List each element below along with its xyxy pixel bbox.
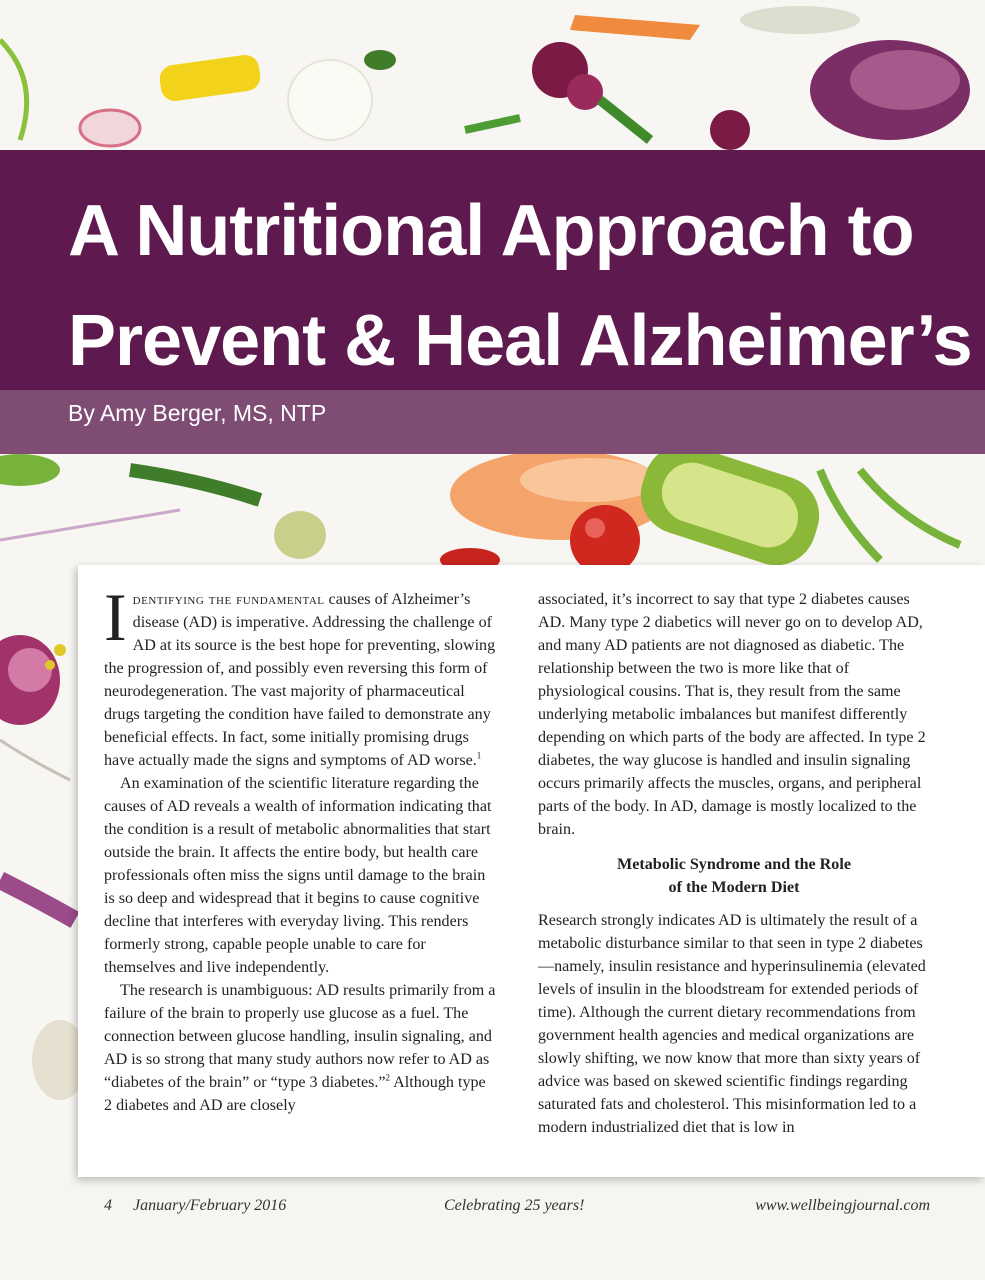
- paragraph-2: An examination of the scientific literature regarding the causes of AD reveals a wealth of information indicating that the condition is a result of metabolic abnormalities that start outside the brain. It affects the entire body, but health care professionals often miss the signs until damage to the brain is so deep and widespread that it begins to cause cognitive decline that interferes with everyday living. This renders formerly strong, capable people unable to care for themselves and live independently.: [104, 775, 492, 976]
- paragraph-1-text: causes of Alzheimer’s disease (AD) is imperative. Addressing the challenge of AD at its source is the best hope for preventing, slowing the progression of, and possibly even reversing this form of neurodegeneration. The vast majority of pharmaceutical drugs targeting the condition have failed to demonstrate any beneficial effects. In fact, some initially promising drugs have actually made the signs and symptoms of AD worse.: [104, 591, 496, 769]
- article-column-right: [538, 588, 930, 1139]
- author-byline: By Amy Berger, MS, NTP: [68, 400, 327, 426]
- paragraph-3-continued: Although type 2 diabetes and AD are closely: [104, 1074, 486, 1114]
- article-title-line-1: A Nutritional Approach to: [68, 191, 914, 271]
- issue-date: January/February 2016: [133, 1197, 287, 1214]
- paragraph-3-text: The research is unambiguous: AD results primarily from a failure of the brain to properly use glucose as a fuel. The connection between glucose handling, insulin signaling, and AD is so strong that many study authors now refer to AD as “diabetes of the brain” or “type 3 diabetes.”: [104, 982, 496, 1091]
- lead-in-smallcaps: dentifying the fundamental: [132, 591, 325, 608]
- paragraph-3: [104, 979, 496, 1117]
- section-subheading: [538, 853, 930, 899]
- article-column-left: [104, 579, 496, 1117]
- drop-cap: I: [104, 579, 127, 655]
- paragraph-4: associated, it’s incorrect to say that type 2 diabetes causes AD. Many type 2 diabetics will never go on to develop AD, and many AD patients are not diagnosed as diabetic. The relationship between the two is more like that of physiological cousins. That is, they result from the same underlying metabolic imbalances but manifest differently depending on which parts of the body are affected. In type 2 diabetes, the way glucose is handled and insulin signaling occurs primarily affects the muscles, organs, and peripheral parts of the body. In AD, damage is mostly localized to the brain.: [538, 591, 926, 838]
- footer-tagline: Celebrating 25 years!: [444, 1197, 585, 1214]
- article-title-line-2: Prevent & Heal Alzheimer’s: [68, 301, 972, 381]
- paragraph-5: Research strongly indicates AD is ultimately the result of a metabolic disturbance similar to that seen in type 2 diabetes—namely, insulin resistance and hyperinsulinemia (elevated levels of insulin in the bloodstream for extended periods of time). Although the current dietary recommendations from government health agencies and medical organizations are slowly shifting, we now know that more than sixty years of advice was based on skewed scientific findings regarding saturated fats and cholesterol. This misinformation led to a modern industrialized diet that is low in: [538, 912, 926, 1136]
- subheading-line-2: of the Modern Diet: [668, 879, 800, 896]
- footnote-ref-2: 2: [385, 1072, 391, 1083]
- page-footer: [0, 1197, 985, 1221]
- subheading-line-1: Metabolic Syndrome and the Role: [617, 856, 851, 873]
- paragraph-1: [104, 579, 496, 772]
- page-number: 4: [104, 1197, 112, 1214]
- website-link[interactable]: www.wellbeingjournal.com: [755, 1197, 930, 1214]
- footnote-ref-1: 1: [476, 750, 482, 761]
